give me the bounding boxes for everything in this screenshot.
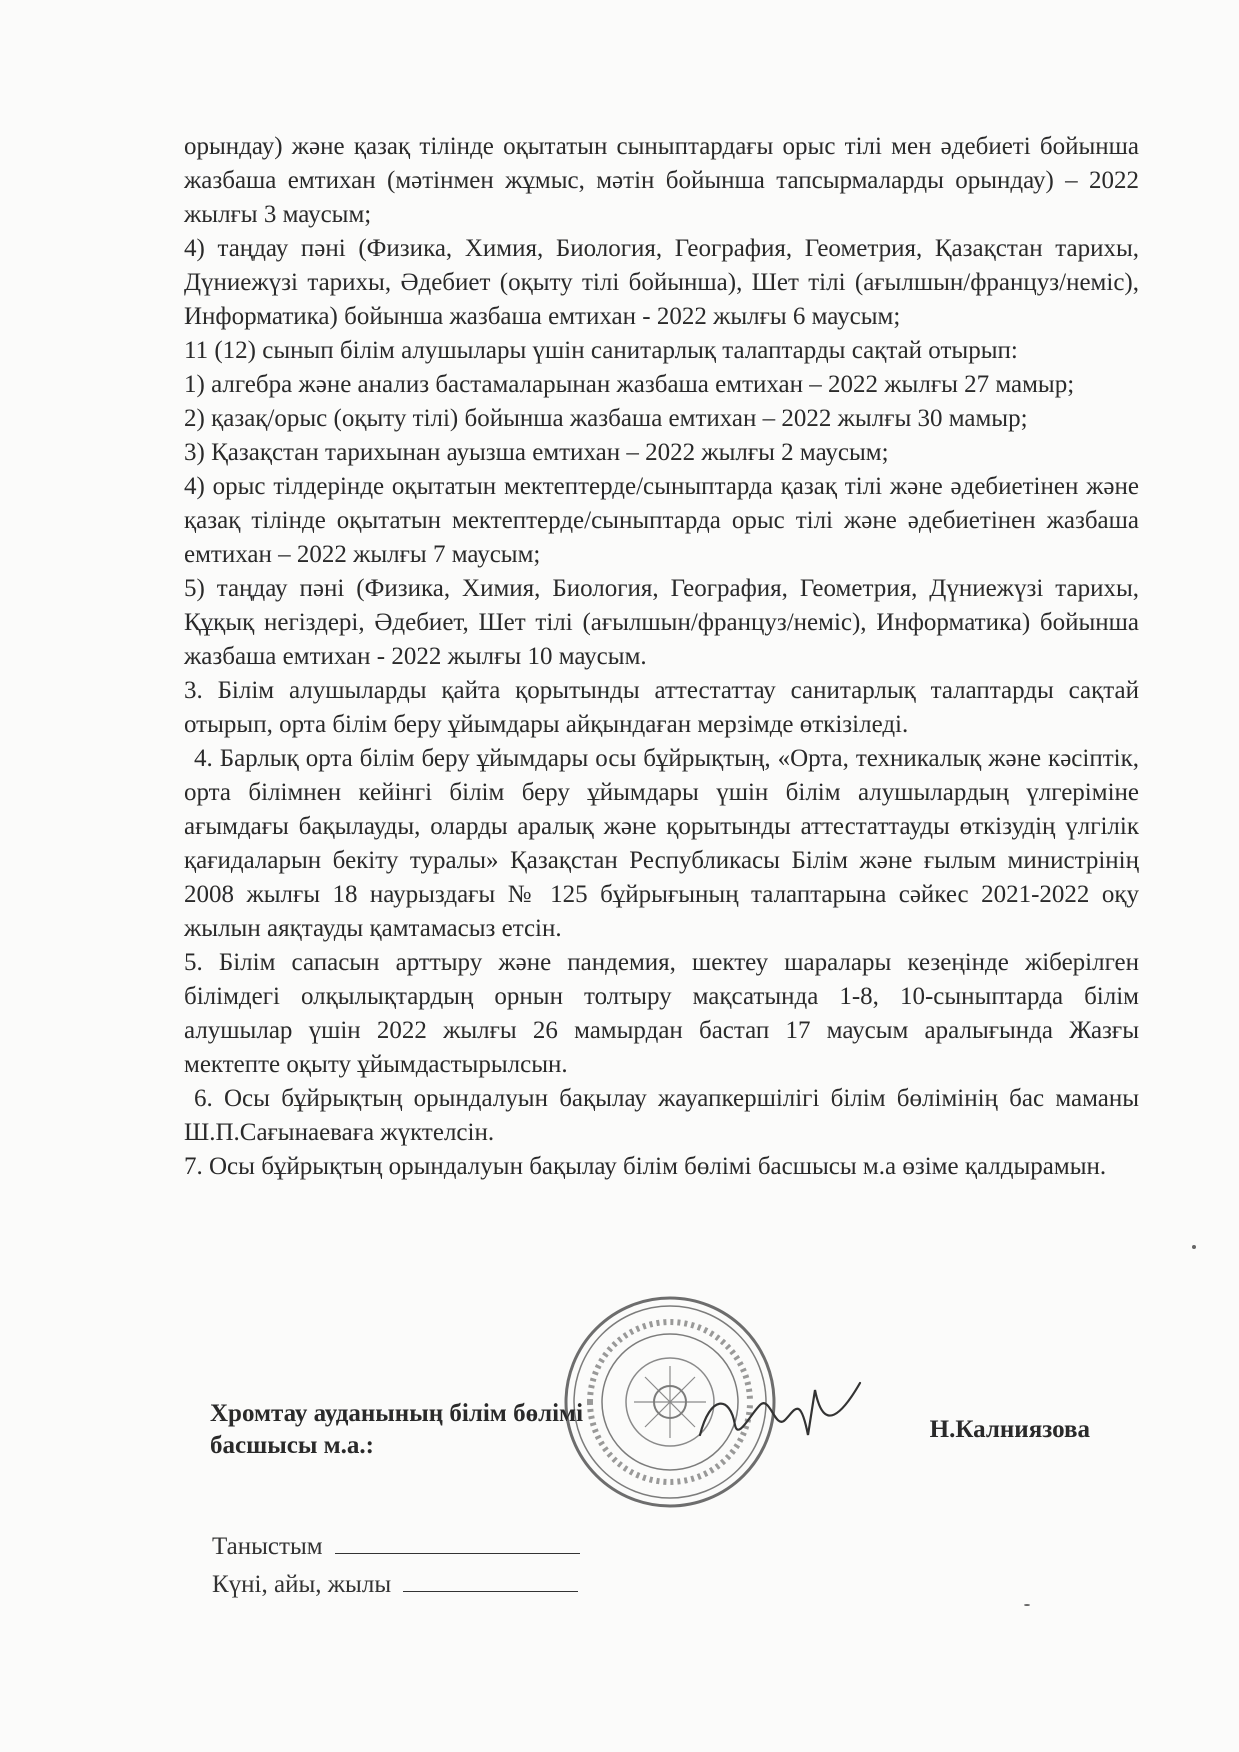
acknowledgement-block bbox=[212, 1527, 580, 1603]
paragraph: 2) қазақ/орыс (оқыту тілі) бойынша жазбаша емтихан – 2022 жылғы 30 мамыр; bbox=[184, 405, 1028, 432]
signature-block bbox=[210, 1398, 1090, 1498]
acknowledgement-row bbox=[212, 1527, 580, 1565]
paragraph: 5) таңдау пәні (Физика, Химия, Биология, География, Геометрия, Дүниежүзі тарихы, Құқық негіздері, Әдебиет, Шет тілі (ағылшын/француз/неміс), Информатика) бойынша жазбаша емтихан - 2022 жылғы 10 маусым. bbox=[184, 575, 1139, 670]
date-row bbox=[212, 1565, 580, 1603]
scan-speck bbox=[1192, 1245, 1196, 1249]
order-body-text bbox=[184, 130, 1139, 1184]
signatory-title-line1: Хромтау ауданының білім бөлімі bbox=[210, 1400, 584, 1427]
paragraph: 4. Барлық орта білім беру ұйымдары осы бұйрықтың, «Орта, техникалық және кәсіптік, орта білімнен кейінгі білім беру ұйымдары үшін білім алушылардың үлгеріміне ағымдағы бақылауды, оларды аралық және қорытынды аттестаттауды өткізудің үлгілік қағидаларын бекіту туралы» Қазақстан Республикасы Білім және ғылым министрінің 2008 жылғы 18 наурыздағы № 125 бұйрығының талаптарына сәйкес 2021-2022 оқу жылын аяқтауды қамтамасыз етсін. bbox=[184, 745, 1139, 942]
paragraph: 6. Осы бұйрықтың орындалуын бақылау жауапкершілігі білім бөлімінің бас маманы Ш.П.Сағынаеваға жүктелсін. bbox=[184, 1085, 1139, 1146]
signatory-name: Н.Калниязова bbox=[929, 1416, 1090, 1443]
paragraph: 1) алгебра және анализ бастамаларынан жазбаша емтихан – 2022 жылғы 27 мамыр; bbox=[184, 371, 1075, 398]
paragraph: орындау) және қазақ тілінде оқытатын сыныптардағы орыс тілі мен әдебиеті бойынша жазбаша емтихан (мәтінмен жұмыс, мәтін бойынша тапсырмаларды орындау) – 2022 жылғы 3 маусым; bbox=[184, 133, 1139, 228]
paragraph: 7. Осы бұйрықтың орындалуын бақылау білім бөлімі басшысы м.а өзіме қалдырамын. bbox=[184, 1153, 1107, 1180]
signatory-title bbox=[210, 1398, 670, 1462]
acknowledged-label: Таныстым bbox=[212, 1533, 323, 1560]
paragraph: 3. Білім алушыларды қайта қорытынды аттестаттау санитарлық талаптарды сақтай отырып, орта білім беру ұйымдары айқындаған мерзімде өткізіледі. bbox=[184, 677, 1139, 738]
acknowledged-signature-line bbox=[335, 1527, 580, 1554]
scan-speck bbox=[1024, 1604, 1030, 1606]
paragraph: 4) орыс тілдерінде оқытатын мектептерде/сыныптарда қазақ тілі және әдебиетінен және қазақ тілінде оқытатын мектептерде/сыныптарда орыс тілі және әдебиетінен жазбаша емтихан – 2022 жылғы 7 маусым; bbox=[184, 473, 1139, 568]
date-label: Күні, айы, жылы bbox=[212, 1571, 392, 1598]
date-line bbox=[403, 1565, 578, 1592]
paragraph: 4) таңдау пәні (Физика, Химия, Биология, География, Геометрия, Қазақстан тарихы, Дүниежүзі тарихы, Әдебиет (оқыту тілі бойынша), Шет тілі (ағылшын/француз/неміс), Информатика) бойынша жазбаша емтихан - 2022 жылғы 6 маусым; bbox=[184, 235, 1139, 330]
paragraph: 3) Қазақстан тарихынан ауызша емтихан – 2022 жылғы 2 маусым; bbox=[184, 439, 889, 466]
paragraph: 11 (12) сынып білім алушылары үшін санитарлық талаптарды сақтай отырып: bbox=[184, 337, 1018, 364]
paragraph: 5. Білім сапасын арттыру және пандемия, шектеу шаралары кезеңінде жіберілген білімдегі олқылықтардың орнын толтыру мақсатында 1-8, 10-сыныптарда білім алушылар үшін 2022 жылғы 26 мамырдан бастап 17 маусым аралығында Жазғы мектепте оқыту ұйымдастырылсын. bbox=[184, 949, 1139, 1078]
signatory-title-line2: басшысы м.а.: bbox=[210, 1432, 374, 1459]
